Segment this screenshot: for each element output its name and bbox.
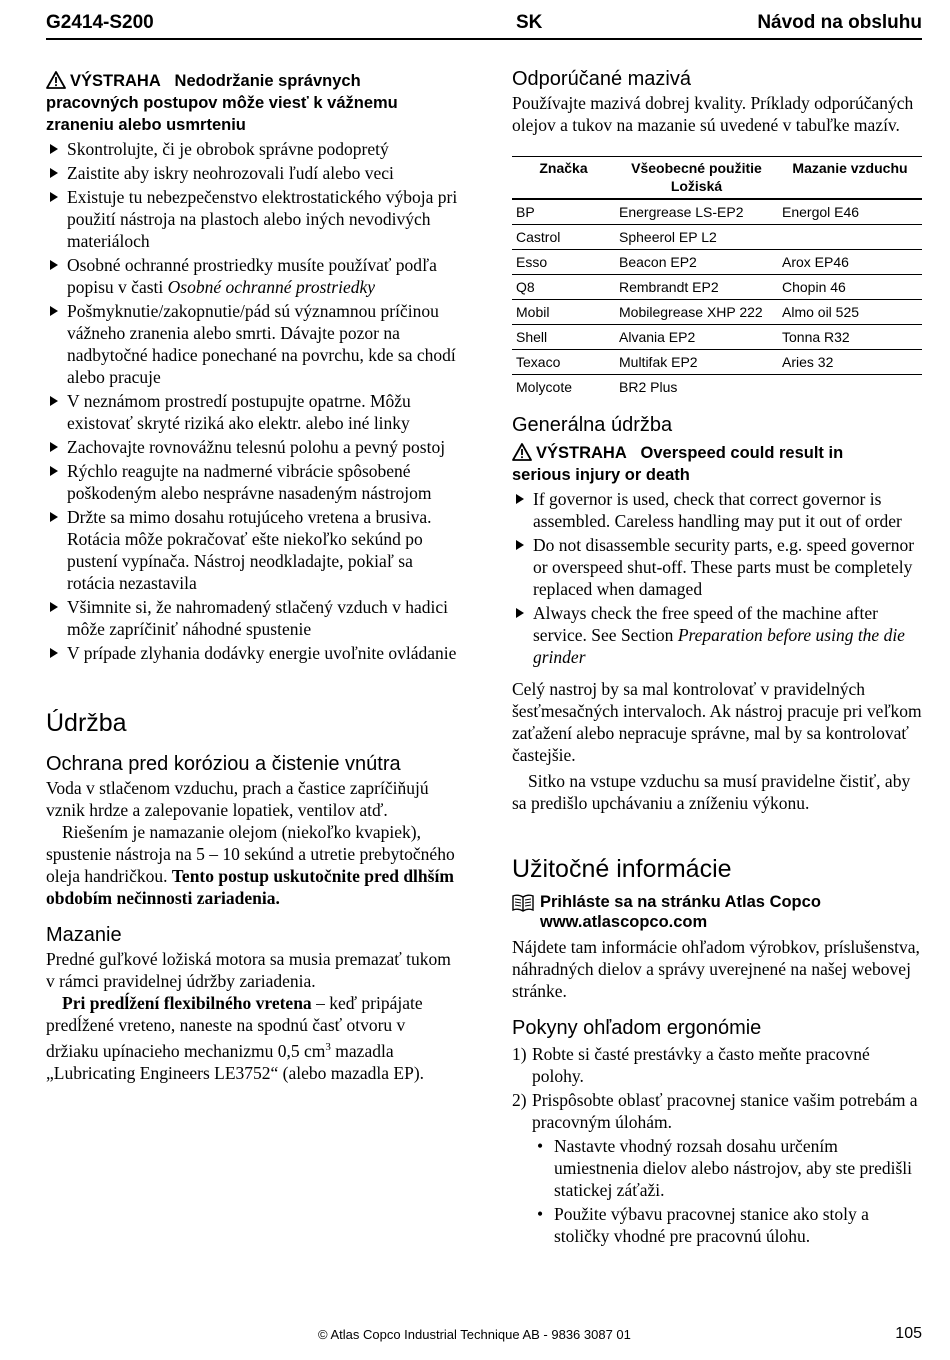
lubricants-table	[512, 156, 922, 399]
list-item: Zaistite aby iskry neohrozovali ľudí alebo veci	[46, 162, 460, 184]
list-item: 2) Prispôsobte oblasť pracovnej stanice vašim potrebám a pracovným úlohám. • Nastavte vhodný rozsah dosahu určením umiestnenia dielov alebo nástrojov, aby ste predišli statickej záťaži. • Použite výbavu pracovnej stanice ako stoly a stoličky vhodné pre pracovnú úlohu.	[512, 1089, 924, 1247]
ergonomics-list	[512, 1043, 924, 1247]
atlas-copco-link[interactable]: Prihláste sa na stránku Atlas Copco www.atlascopco.com	[512, 892, 924, 932]
table-row: Esso Beacon EP2 Arox EP46	[512, 250, 922, 275]
useful-info-title: Užitočné informácie	[512, 855, 732, 883]
warning-label: VÝSTRAHA	[536, 444, 627, 462]
useful-info-paragraph: Nájdete tam informácie ohľadom výrobkov, príslušenstva, náhradných dielov a správy uverejnené na našej webovej stránke.	[512, 937, 920, 1001]
list-item: • Nastavte vhodný rozsah dosahu určením umiestnenia dielov alebo nástrojov, aby ste predišli statickej záťaži.	[537, 1136, 913, 1200]
list-item: V neznámom prostredí postupujte opatrne. Môžu existovať skryté riziká ako elektr. alebo iné linky	[46, 390, 460, 434]
document-code: G2414-S200	[46, 12, 154, 33]
table-row: BP Energrease LS-EP2 Energol E46	[512, 199, 922, 225]
table-row: Mobil Mobilegrease XHP 222 Almo oil 525	[512, 300, 922, 325]
list-item: Rýchlo reagujte na nadmerné vibrácie spôsobené poškodeným alebo nesprávne nasadeným nástrojom	[46, 460, 460, 504]
list-item: Zachovajte rovnovážnu telesnú polohu a pevný postoj	[46, 436, 460, 458]
ppe-reference: Osobné ochranné prostriedky	[167, 277, 375, 297]
ergonomics-title: Pokyny ohľadom ergonómie	[512, 1017, 762, 1039]
overspeed-warning-heading: VÝSTRAHA Overspeed could result in serious injury or death	[512, 444, 844, 484]
website-url[interactable]: www.atlascopco.com	[540, 913, 708, 931]
column-header: Mazanie vzduchu	[778, 157, 922, 200]
column-header: Značka	[512, 157, 615, 200]
warning-heading	[46, 70, 460, 136]
list-item: 1) Robte si časté prestávky a často meňte pracovné polohy.	[512, 1044, 870, 1086]
ergonomics-sublist	[532, 1135, 924, 1247]
corrosion-paragraph-2: Riešením je namazanie olejom (niekoľko kvapiek), spustenie nástroja na 5 – 10 sekúnd a utretie prebytočného oleja handričkou. Tento postup uskutočnite pred dlhším obdobím nečinnosti zariadenia.	[46, 822, 455, 908]
list-item: V prípade zlyhania dodávky energie uvoľnite ovládanie	[46, 642, 460, 664]
lubrication-title: Mazanie	[46, 924, 122, 946]
general-paragraph-2: Sitko na vstupe vzduchu sa musí pravidelne čistiť, aby sa predišlo upchávaniu a zníženiu výkonu.	[512, 771, 911, 813]
warning-title: Nedodržanie správnych	[174, 72, 361, 90]
overspeed-list	[512, 488, 924, 668]
column-header: Všeobecné použitie Ložiská	[615, 157, 778, 200]
warning-list	[46, 138, 460, 664]
lubricants-title: Odporúčané mazivá	[512, 68, 691, 90]
lubrication-paragraph-2: Pri predĺžení flexibilného vretena – keď pripájate predĺžené vreteno, naneste na spodnú časť otvoru v držiaku upínacieho mechanizmu 0,5 $cm^3$ mazadla „Lubricating Engineers LE3752“ (alebo mazadla EP).	[46, 993, 425, 1083]
lubricants-intro: Používajte mazivá dobrej kvality. Príklady odporúčaných olejov a tukov na mazanie sú uvedené v tabuľke mazív.	[512, 93, 914, 135]
list-item: Pošmyknutie/zakopnutie/pád sú významnou príčinou vážneho zranenia alebo smrti. Dávajte pozor na nadbytočné hadice ponechané na povrchu, kde sa chodí alebo pracuje	[46, 300, 460, 388]
list-item: Always check the free speed of the machine after service. See Section Preparation before using the die grinder	[512, 602, 924, 668]
document-type: Návod na obsluhu	[757, 12, 922, 33]
lubrication-paragraph-1: Predné guľkové ložiská motora sa musia premazať tukom v rámci pravidelnej údržby zariadenia.	[46, 949, 451, 991]
page-number: 105	[895, 1325, 922, 1342]
corrosion-title: Ochrana pred koróziou a čistenie vnútra	[46, 753, 401, 775]
general-maintenance-title: Generálna údržba	[512, 414, 673, 436]
language-code: SK	[516, 12, 543, 33]
maintenance-title: Údržba	[46, 709, 127, 737]
table-row: Castrol Spheerol EP L2	[512, 225, 922, 250]
list-item: Všimnite si, že nahromadený stlačený vzduch v hadici môže zapríčiniť náhodné spustenie	[46, 596, 460, 640]
warning-icon	[46, 71, 66, 89]
book-icon	[512, 894, 534, 912]
list-item: Skontrolujte, či je obrobok správne podopretý	[46, 138, 460, 160]
list-item: • Použite výbavu pracovnej stanice ako stoly a stoličky vhodné pre pracovnú úlohu.	[537, 1204, 869, 1246]
list-item: Existuje tu nebezpečenstvo elektrostatického výboja pri použití nástroja na plastoch alebo iných nevodivých materiáloch	[46, 186, 460, 252]
table-row: Shell Alvania EP2 Tonna R32	[512, 325, 922, 350]
corrosion-paragraph-1: Voda v stlačenom vzduchu, prach a častice zapríčiňujú vznik hrdze a zalepovanie lopatiek, ventilov atď.	[46, 778, 429, 820]
copyright: © Atlas Copco Industrial Technique AB - 9836 3087 01	[318, 1327, 631, 1342]
section-reference: Preparation before using the die grinder	[533, 625, 905, 667]
list-item: Osobné ochranné prostriedky musíte používať podľa popisu v časti Osobné ochranné prostriedky	[46, 254, 460, 298]
left-column	[46, 66, 460, 1084]
table-row: Texaco Multifak EP2 Aries 32	[512, 350, 922, 375]
list-item: If governor is used, check that correct governor is assembled. Careless handling may put it out of order	[512, 488, 924, 532]
corrosion-emphasis: Tento postup uskutočnite pred dlhším obdobím nečinnosti zariadenia.	[46, 866, 454, 908]
warning-title-cont: pracovných postupov môže viesť k vážnemu zraneniu alebo usmrteniu	[46, 94, 398, 134]
table-header-row	[512, 157, 922, 200]
warning-icon	[512, 443, 532, 461]
list-item: Do not disassemble security parts, e.g. speed governor or overspeed shut-off. These parts must be completely replaced when damaged	[512, 534, 924, 600]
right-column	[512, 66, 924, 1247]
warning-label: VÝSTRAHA	[70, 72, 161, 90]
table-row: Molycote BR2 Plus	[516, 379, 678, 395]
table-row: Q8 Rembrandt EP2 Chopin 46	[512, 275, 922, 300]
general-paragraph-1: Celý nastroj by sa mal kontrolovať v pravidelných šesťmesačných intervaloch. Ak nástroj pracuje pri veľkom zaťažení alebo nepracuje správne, mal by sa kontrolovať častejšie.	[512, 679, 922, 765]
list-item: Držte sa mimo dosahu rotujúceho vretena a brusiva. Rotácia môže pokračovať ešte niekoľko sekúnd po pustení vypínača. Nástroj neodkladajte, pokiaľ sa rotácia nezastavila	[46, 506, 460, 594]
page-header	[46, 10, 922, 40]
lubrication-emphasis: Pri predĺžení flexibilného vretena	[62, 993, 312, 1013]
